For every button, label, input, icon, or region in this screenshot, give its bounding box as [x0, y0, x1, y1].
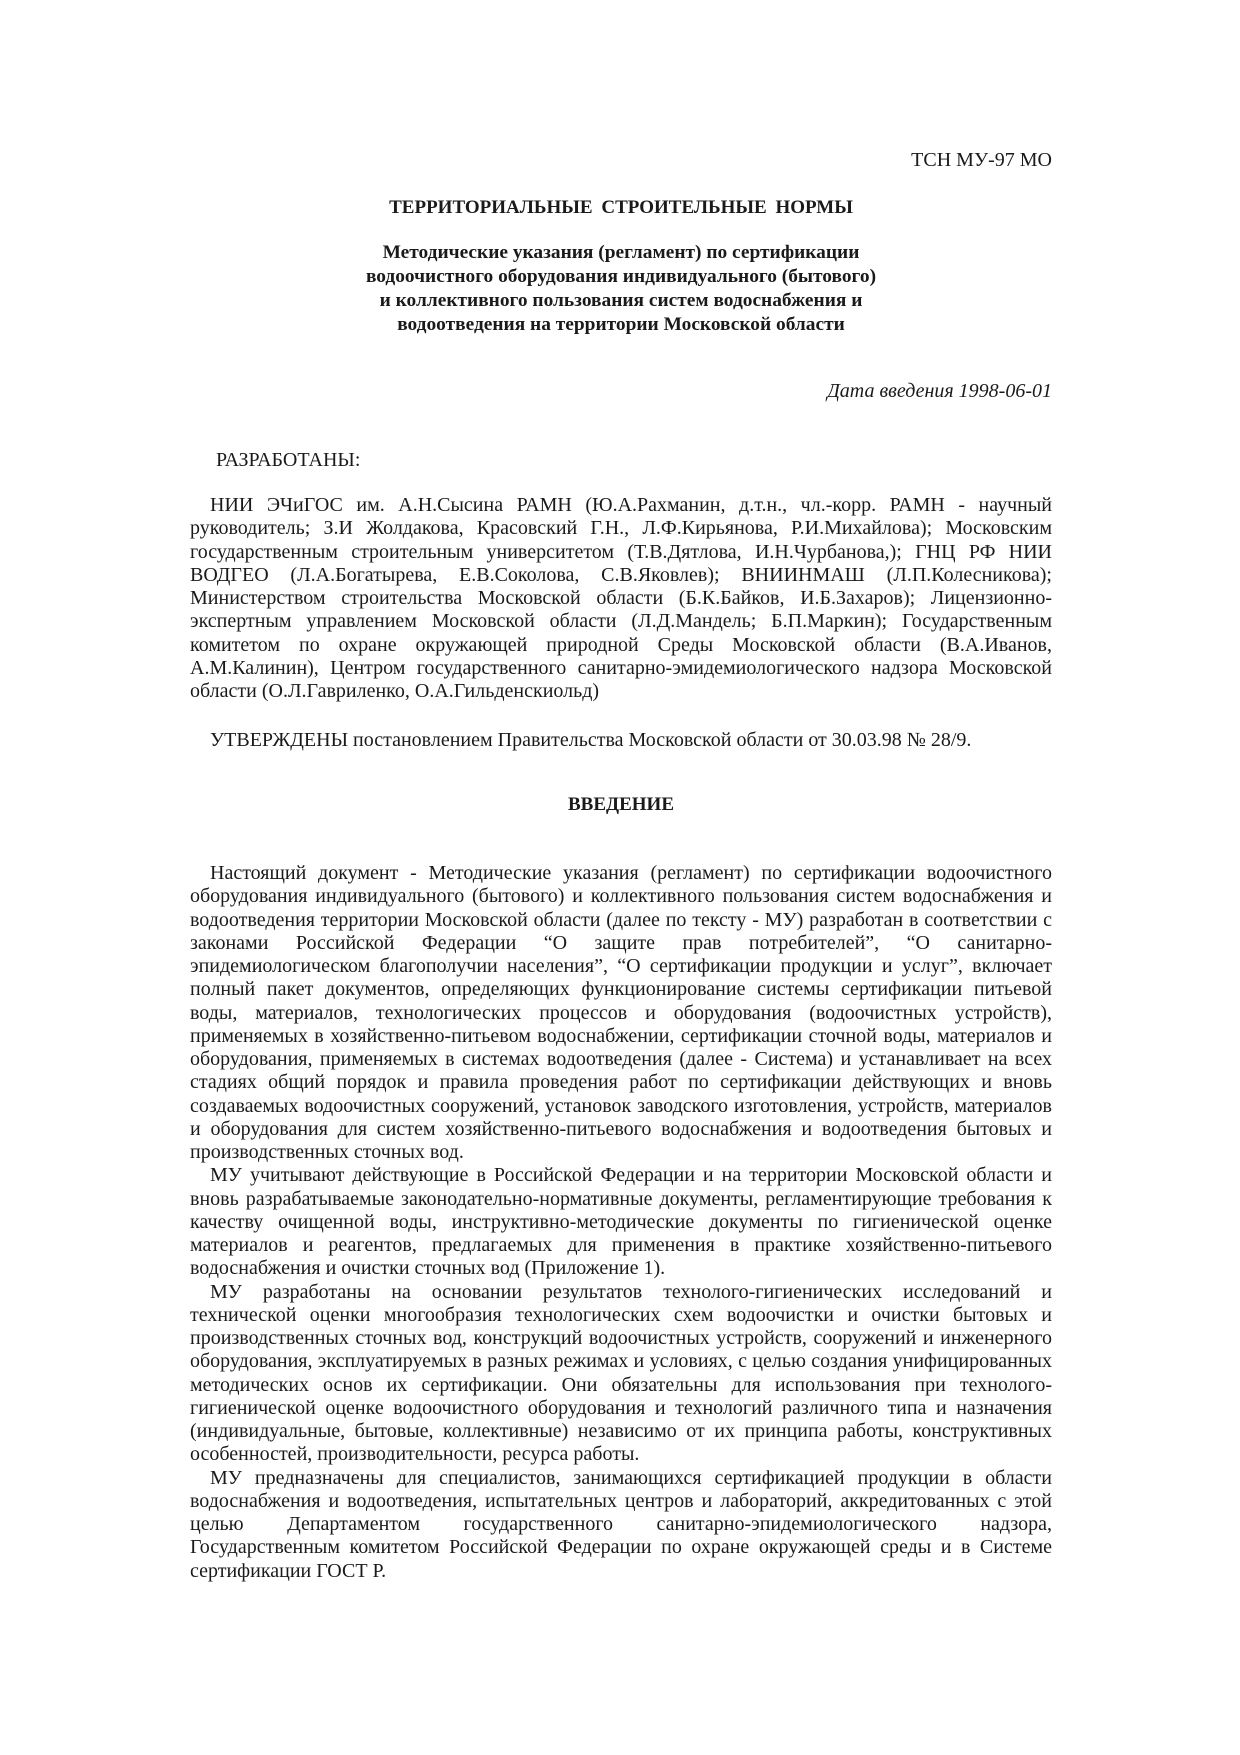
subtitle-line: водоотведения на территории Московской области: [397, 314, 845, 335]
main-title: ТЕРРИТОРИАЛЬНЫЕ СТРОИТЕЛЬНЫЕ НОРМЫ: [389, 197, 853, 218]
document-subtitle: [190, 241, 1052, 337]
subtitle-line: Методические указания (регламент) по сертификации: [382, 242, 860, 263]
subtitle-line: и коллективного пользования систем водоснабжения и: [379, 290, 863, 311]
approved-paragraph: УТВЕРЖДЕНЫ постановлением Правительства Московской области от 30.03.98 № 28/9.: [210, 729, 972, 751]
developers-paragraph: НИИ ЭЧиГОС им. А.Н.Сысина РАМН (Ю.А.Рахманин, д.т.н., чл.-корр. РАМН - научный руководитель; З.И Жолдакова, Красовский Г.Н., Л.Ф.Кирьянова, Р.И.Михайлова); Московским государственным строительным университетом (Т.В.Дятлова, И.Н.Чурбанова,); ГНЦ РФ НИИ ВОДГЕО (Л.А.Богатырева, Е.В.Соколова, С.В.Яковлев); ВНИИНМАШ (Л.П.Колесникова); Министерством строительства Московской области (Б.К.Байков, И.Б.Захаров); Лицензионно-экспертным управлением Московской области (Л.Д.Мандель; Б.П.Маркин); Государственным комитетом по охране окружающей природной Среды Московской области (В.А.Иванов, А.М.Калинин), Центром государственного санитарно-эмидемиологического надзора Московской области (О.Л.Гавриленко, О.А.Гильденскиольд): [190, 494, 1052, 703]
introduction-paragraph: МУ предназначены для специалистов, занимающихся сертификацией продукции в области водоснабжения и водоотведения, испытательных центров и лабораторий, аккредитованных с этой целью Департаментом государственного санитарно-эпидемиологического надзора, Государственным комитетом Российской Федерации по охране окружающей среды и в Системе сертификации ГОСТ Р.: [190, 1466, 1052, 1582]
subtitle-line: водоочистного оборудования индивидуального (бытового): [365, 266, 877, 287]
introduction-paragraph: Настоящий документ - Методические указания (регламент) по сертификации водоочистного оборудования индивидуального (бытового) и коллективного пользования систем водоснабжения и водоотведения территории Московской области (далее по тексту - МУ) разработан в соответствии с законами Российской Федерации “О защите прав потребителей”, “О санитарно-эпидемиологическом благополучии населения”, “О сертификации продукции и услуг”, включает полный пакет документов, определяющих функционирование системы сертификации питьевой воды, материалов, технологических процессов и оборудования (водоочистных устройств), применяемых в хозяйственно-питьевом водоснабжении, сертификации сточной воды, материалов и оборудования, применяемых в системах водоотведения (далее - Система) и устанавливает на всех стадиях общий порядок и правила проведения работ по сертификации действующих и вновь создаваемых водоочистных сооружений, установок заводского изготовления, устройств, материалов и оборудования для систем хозяйственно-питьевого водоснабжения и водоотведения бытовых и производственных сточных вод.: [190, 862, 1052, 1163]
document-code: ТСН МУ-97 МО: [911, 149, 1052, 171]
introduction-date: Дата введения 1998-06-01: [827, 380, 1052, 402]
introduction-paragraph: МУ учитывают действующие в Российской Федерации и на территории Московской области и вновь разрабатываемые законодательно-нормативные документы, регламентирующие требования к качеству очищенной воды, инструктивно-методические документы по гигиенической оценке материалов и реагентов, предлагаемых для применения в практике хозяйственно-питьевого водоснабжения и очистки сточных вод (Приложение 1).: [190, 1164, 1052, 1280]
introduction-body: [190, 862, 1052, 1583]
developed-heading: РАЗРАБОТАНЫ:: [216, 449, 361, 471]
introduction-heading: ВВЕДЕНИЕ: [568, 794, 674, 815]
introduction-paragraph: МУ разработаны на основании результатов технолого-гигиенических исследований и технической оценки многообразия технологических схем водоочистки и очистки бытовых и производственных сточных вод, конструкций водоочистных устройств, сооружений и инженерного оборудования, эксплуатируемых в разных режимах и условиях, с целью создания унифицированных методических основ их сертификации. Они обязательны для использования при технолого-гигиенической оценке водоочистного оборудования и технологий различного типа и назначения (индивидуальные, бытовые, коллективные) независимо от их принципа работы, конструктивных особенностей, производительности, ресурса работы.: [190, 1280, 1052, 1466]
document-page: [190, 0, 1052, 1755]
